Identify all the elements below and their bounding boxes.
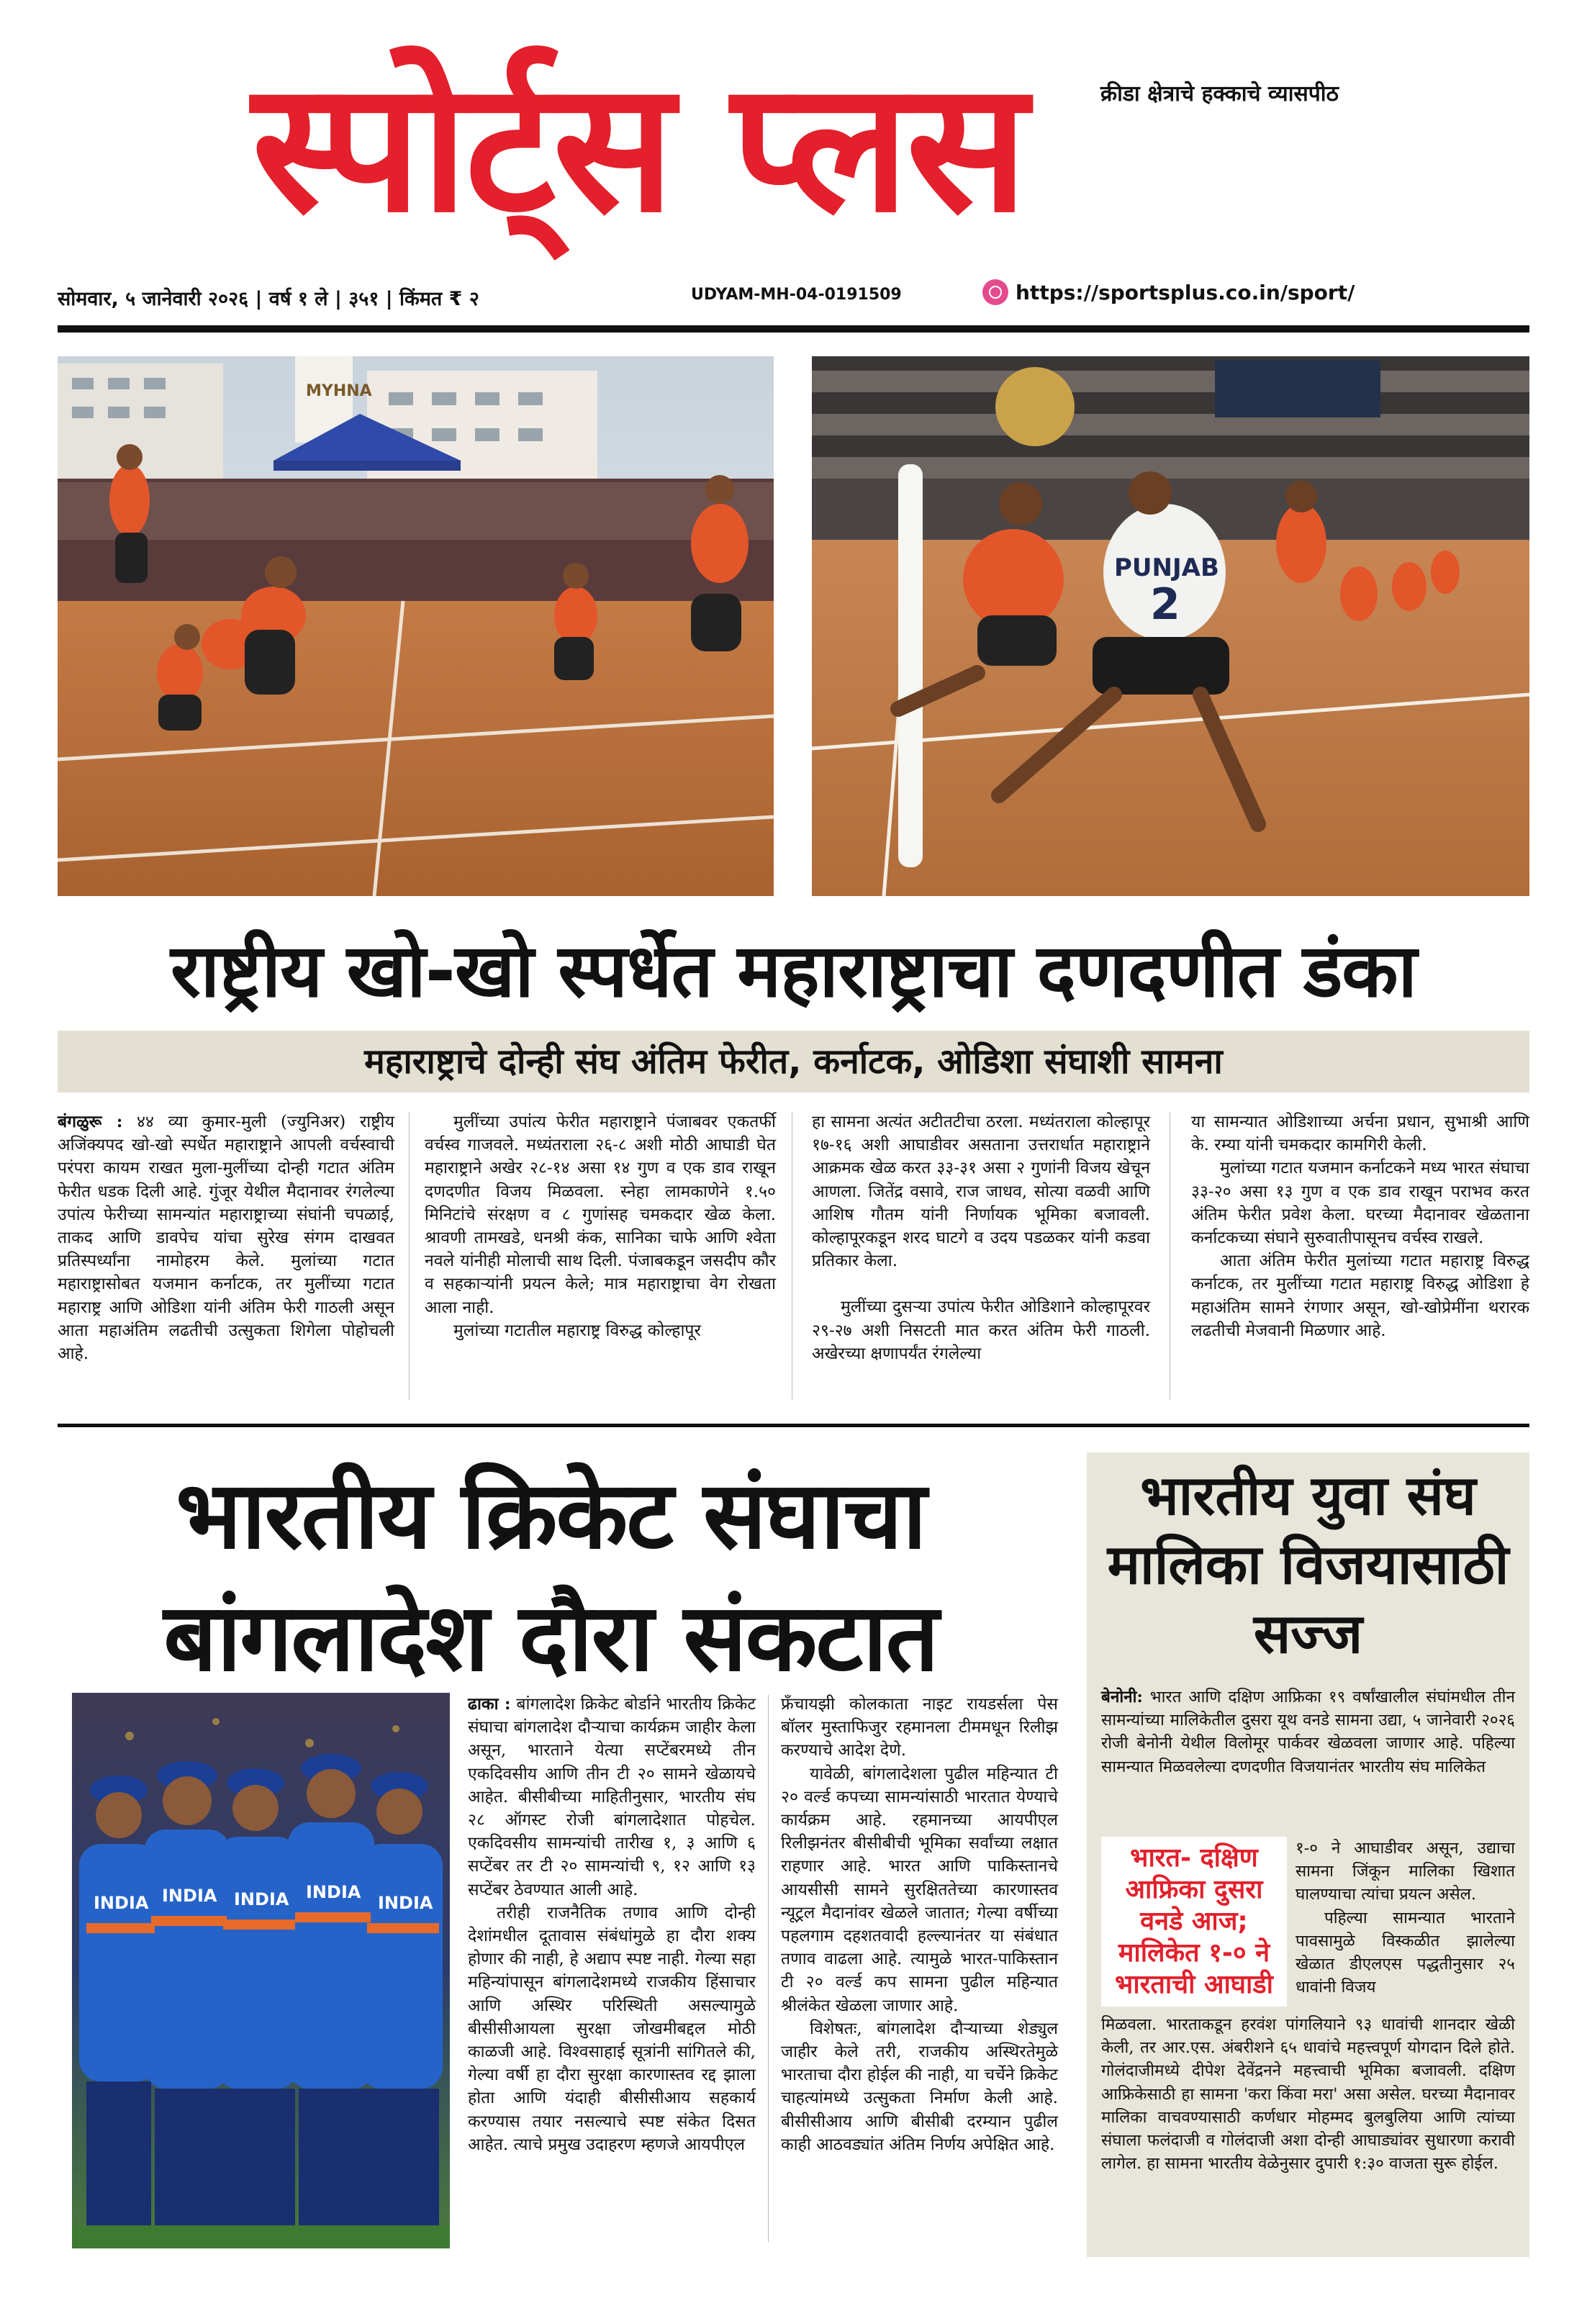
kho-col3-para-2: मुलींच्या दुसऱ्या उपांत्य फेरीत ओडिशाने कोल्हापूरवर २९-२७ अशी निसटती मात करत अंतिम फेरी गाठली. अखेरच्या क्षणापर्यंत रंगलेल्या bbox=[812, 1298, 1150, 1363]
kho-kho-column-3 bbox=[812, 1111, 1150, 1365]
kho-kho-column-2 bbox=[425, 1111, 776, 1342]
headline-cricket-line-1: भारतीय क्रिकेट संघाचा bbox=[176, 1460, 926, 1570]
issue-dateline: सोमवार, ५ जानेवारी २०२६ | वर्ष १ ले | ३५१ | किंमत ₹ २ bbox=[58, 288, 479, 310]
cricket-dateline: ढाका : bbox=[468, 1694, 511, 1714]
youth-highlight-quote: भारत- दक्षिण आफ्रिका दुसरा वनडे आज; मालिकेत १-० ने भारताची आघाडी bbox=[1101, 1837, 1287, 2007]
photo-kho-kho-boys bbox=[58, 356, 774, 896]
kho-col1-text: ४४ व्या कुमार-मुली (ज्युनिअर) राष्ट्रीय अजिंक्यपद खो-खो स्पर्धेत महाराष्ट्राने आपली वर्चस्वाची परंपरा कायम राखत मुला-मुलींच्या दोन्ही गटात अंतिम फेरीत धडक दिली आहे. गुंजूर येथील मैदानावर रंगलेल्या उपांत्य फेरीच्या सामन्यांत महाराष्ट्राच्या संघांनी चपळाई, ताकद आणि डावपेच यांचा सुरेख संगम दाखवत प्रतिस्पर्ध्यांना नामोहरम केले. मुलांच्या गटात महाराष्ट्रासोबत यजमान कर्नाटक, तर मुलींच्या गटात महाराष्ट्र आणि ओडिशा यांनी अंतिम फेरी गाठली असून आता महाअंतिम लढतीची उत्सुकता शिगेला पोहोचली आहे. bbox=[58, 1113, 394, 1364]
jersey-text: INDIA bbox=[234, 1889, 289, 1909]
jersey-text: INDIA bbox=[94, 1893, 149, 1913]
kho-col2-para-2: मुलांच्या गटातील महाराष्ट्र विरुद्ध कोल्हापूर bbox=[453, 1321, 701, 1340]
banner-text: MYHNA bbox=[306, 382, 372, 400]
jersey-text: INDIA bbox=[162, 1886, 217, 1906]
kho-col4-para-3: आता अंतिम फेरीत मुलांच्या गटात महाराष्ट्र विरुद्ध कर्नाटक, तर मुलींच्या गटात महाराष्ट्र विरुद्ध ओडिशा हे महाअंतिम सामने रंगणार असून, खो-खोप्रेमींना थरारक लढतीची मेजवानी मिळणार आहे. bbox=[1191, 1252, 1529, 1340]
jersey-text: INDIA bbox=[378, 1893, 433, 1913]
masthead-title: स्पोर्ट्स प्लस bbox=[252, 42, 1026, 252]
headline-cricket-line-2: बांगलादेश दौरा संकटात bbox=[163, 1583, 938, 1692]
youth-intro bbox=[1101, 1686, 1515, 1778]
udyam-number: UDYAM-MH-04-0191509 bbox=[691, 286, 902, 304]
youth-right-para-2: पहिल्या सामन्यात भारताने पावसामुळे विस्कळीत झालेल्या खेळात डीएलएस पद्धतीनुसार २५ धावांनी विजय bbox=[1296, 1908, 1515, 1997]
cricket-col2-para-2: यावेळी, बांगलादेशला पुढील महिन्यात टी २० वर्ल्ड कपच्या सामन्यांसाठी भारतात येण्याचे कार्यक्रम आहे. रहमानच्या आयपीएल रिलीझनंतर बीसीबीची भूमिका सर्वांच्या लक्षात राहणार आहे. भारत आणि पाकिस्तानचे आयसीसी सामने सुरक्षिततेच्या कारणास्तव न्यूट्रल मैदानांवर खेळले जातात; गेल्या वर्षीच्या पहलगाम दहशतवादी हल्ल्यानंतर या संबंधात तणाव वाढला आहे. त्यामुळे भारत-पाकिस्तान टी २० वर्ल्ड कप सामना पुढील महिन्यात श्रीलंकेत खेळला जाणार आहे. bbox=[781, 1764, 1058, 2015]
cricket-col1-para-1: बांगलादेश क्रिकेट बोर्डाने भारतीय क्रिकेट संघाचा बांगलादेश दौऱ्याचा कार्यक्रम जाहीर केला असून, भारताने येत्या सप्टेंबरमध्ये तीन एकदिवसीय आणि तीन टी २० सामने खेळायचे आहेत. बीसीबीच्या माहितीनुसार, भारतीय संघ २८ ऑगस्ट रोजी बांगलादेशात पोहचेल. एकदिवसीय सामन्यांची तारीख १, ३ आणि ६ सप्टेंबर तर टी २० सामन्यांची ९, १२ आणि १३ सप्टेंबर ठेवण्यात आली आहे. bbox=[468, 1695, 756, 1899]
photo-kho-kho-girls bbox=[812, 356, 1529, 896]
kho-col4-para-1: या सामन्यात ओडिशाच्या अर्चना प्रधान, सुभाश्री आणि के. रम्या यांनी चमकदार कामगिरी केली. bbox=[1191, 1113, 1529, 1155]
youth-intro-text: भारत आणि दक्षिण आफ्रिका १९ वर्षांखालील संघांमधील तीन सामन्यांच्या मालिकेतील दुसरा यूथ वनडे सामना उद्या, ५ जानेवारी २०२६ रोजी बेनोनी येथील विलोमूर पार्कवर खेळवला जाणार आहे. पहिल्या सामन्यात मिळवलेल्या दणदणीत विजयानंतर भारतीय संघ मालिकेत bbox=[1101, 1688, 1515, 1776]
kho-dateline: बंगळुरू : bbox=[58, 1112, 123, 1131]
youth-bottom-text bbox=[1101, 2013, 1515, 2175]
headline-kho-kho: राष्ट्रीय खो-खो स्पर्धेत महाराष्ट्राचा दणदणीत डंका bbox=[171, 928, 1416, 1014]
youth-bottom-para: मिळवला. भारताकडून हरवंश पांगलियाने ९३ धावांची शानदार खेळी केली, तर आर.एस. अंबरीशने ६५ धावांचे महत्त्वपूर्ण योगदान दिले होते. गोलंदाजीमध्ये दीपेश देवेंद्रनने महत्त्वाची भूमिका बजावली. दक्षिण आफ्रिकेसाठी हा सामना 'करा किंवा मरा' असा असेल. घरच्या मैदानावर मालिका वाचवण्यासाठी कर्णधार मोहम्मद बुलबुलिया आणि त्यांच्या संघाला फलंदाजी व गोलंदाजी अशा दोन्ही आघाड्यांवर सुधारणा करावी लागेल. हा सामना भारतीय वेळेनुसार दुपारी १:३० वाजता सुरू होईल. bbox=[1101, 2015, 1515, 2174]
headline-cricket bbox=[58, 1454, 1044, 1699]
jersey-team-text: PUNJAB bbox=[1114, 553, 1219, 582]
kho-kho-column-1 bbox=[58, 1111, 394, 1365]
cricket-col2-para-1: फ्रँचायझी कोलकाता नाइट रायडर्सला पेस बॉलर मुस्ताफिजुर रहमानला टीममधून रिलीझ करण्याचे आदेश देणे. bbox=[781, 1695, 1058, 1760]
column-divider bbox=[409, 1112, 410, 1400]
globe-icon bbox=[982, 279, 1008, 305]
website-link[interactable] bbox=[982, 279, 1355, 305]
youth-right-para-1: १-० ने आघाडीवर असून, उद्याचा सामना जिंकून मालिका खिशात घालण्याचा त्यांचा प्रयत्न असेल. bbox=[1296, 1839, 1515, 1904]
subhead-kho-kho: महाराष्ट्राचे दोन्ही संघ अंतिम फेरीत, कर्नाटक, ओडिशा संघाशी सामना bbox=[364, 1041, 1223, 1082]
photo-indian-cricket-team bbox=[72, 1693, 450, 2248]
youth-dateline: बेनोनी: bbox=[1101, 1688, 1143, 1706]
column-divider bbox=[768, 1695, 769, 2242]
kho-col4-para-2: मुलांच्या गटात यजमान कर्नाटकने मध्य भारत संघाचा ३३-२० असा १३ गुण व एक डाव राखून पराभव करत अंतिम फेरीत प्रवेश केला. घरच्या मैदानावर खेळताना कर्नाटकच्या संघाने सुरुवातीपासूनच वर्चस्व राखले. bbox=[1191, 1159, 1529, 1248]
website-url[interactable]: https://sportsplus.co.in/sport/ bbox=[1016, 280, 1355, 304]
cricket-col1-para-2: तरीही राजनैतिक तणाव आणि दोन्ही देशांमधील दूतावास संबंधांमुळे हा दौरा शक्य होणार की नाही, हे अद्याप स्पष्ट नाही. गेल्या सहा महिन्यांपासून बांगलादेशमध्ये राजकीय हिंसाचार आणि अस्थिर परिस्थिती असल्यामुळे बीसीसीआयला सुरक्षा जोखमीबद्दल मोठी काळजी आहे. विश्वसाहाई सूत्रांनी सांगितले की, गेल्या वर्षी हा दौरा सुरक्षा कारणास्तव रद्द झाला होता आणि यंदाही बीसीसीआय सहकार्य करण्यास तयार नसल्याचे स्पष्ट संकेत दिसत आहेत. त्याचे प्रमुख उदाहरण म्हणजे आयपीएल bbox=[468, 1903, 756, 2154]
section-rule bbox=[58, 1424, 1529, 1427]
cricket-column-2 bbox=[781, 1693, 1058, 2156]
youth-right-column bbox=[1296, 1837, 1515, 1999]
masthead-rule bbox=[58, 325, 1529, 333]
cricket-column-1 bbox=[468, 1693, 756, 2156]
kho-col3-para-1: हा सामना अत्यंत अटीतटीचा ठरला. मध्यंतराला कोल्हापूर १७-१६ अशी आघाडीवर असताना उत्तरार्धात महाराष्ट्राने आक्रमक खेळ करत ३३-३१ असा २ गुणांनी विजय खेचून आणला. जितेंद्र वसावे, राज जाधव, सोत्या वळवी आणि आशिष गौतम यांनी निर्णायक भूमिका बजावली. कोल्हापूरकडून शरद घाटगे व उदय पडळकर यांनी कडवा प्रतिकार केला. bbox=[812, 1113, 1150, 1271]
jersey-text: INDIA bbox=[306, 1882, 361, 1902]
kho-kho-column-4 bbox=[1191, 1111, 1529, 1342]
jersey-number-text: 2 bbox=[1150, 579, 1180, 630]
tagline: क्रीडा क्षेत्राचे हक्काचे व्यासपीठ bbox=[1100, 81, 1339, 107]
headline-youth-cricket: भारतीय युवा संघ मालिका विजयासाठी सज्ज bbox=[1107, 1463, 1509, 1665]
cricket-col2-para-3: विशेषतः, बांगलादेश दौऱ्याच्या शेड्युल जाहीर केले तरी, राजकीय अस्थिरतेमुळे भारताचा दौरा होईल की नाही, या चर्चेने क्रिकेट चाहत्यांमध्ये उत्सुकता निर्माण केली आहे. बीसीसीआय आणि बीसीबी दरम्यान पुढील काही आठवड्यांत अंतिम निर्णय अपेक्षित आहे. bbox=[781, 2019, 1058, 2154]
kho-col2-para-1: मुलींच्या उपांत्य फेरीत महाराष्ट्राने पंजाबवर एकतर्फी वर्चस्व गाजवले. मध्यंतराला २६-८ अशी मोठी आघाडी घेत महाराष्ट्राने अखेर २८-१४ असा १४ गुण व एक डाव राखून दणदणीत विजय मिळवला. स्नेहा लामकाणेने १.५० मिनिटांचे संरक्षण व ८ गुणांसह चमकदार खेळ केला. श्रावणी तामखडे, धनश्री कंक, सानिका चाफे आणि श्वेता नवले यांनीही मोलाची साथ दिली. पंजाबकडून जसदीप कौर व सहकाऱ्यांनी प्रयत्न केले; मात्र महाराष्ट्राचा वेग रोखता आला नाही. bbox=[425, 1113, 776, 1317]
